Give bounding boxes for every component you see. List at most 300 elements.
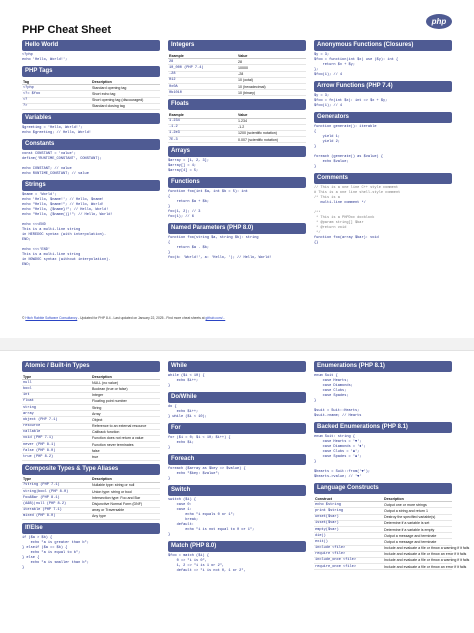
code-line: 0 => "i is 0", (168, 559, 207, 563)
table-cell-value: Destroy the specified variable(s) (383, 514, 452, 520)
table-cell-value: Include and evaluate a file or throw a warning if it fails (384, 558, 470, 563)
section-header: Atomic / Built-in Types (22, 361, 160, 372)
table-cell-key: mixed (PHP 8.0) (22, 513, 91, 519)
code-line: echo <<<END (22, 222, 46, 227)
section-variables (22, 113, 160, 136)
section-backed-enumerations (314, 422, 452, 480)
section-named-parameters (168, 223, 306, 261)
code-block (22, 152, 160, 177)
code-line: break; (168, 518, 199, 522)
column-header: Value (237, 112, 306, 118)
section-header: Generators (314, 112, 452, 123)
table-cell-value: 10 (binary) (237, 90, 306, 96)
code-line: * This is a PHPDoc docblock (314, 216, 375, 220)
section-generators (314, 112, 452, 170)
section-arrays (168, 146, 306, 174)
table-cell-key: ?> (22, 103, 91, 109)
code-block (314, 374, 452, 419)
code-line: in HEREDOC syntax (with interpolation). (22, 232, 107, 237)
author-link[interactable]: Hitch Rabble Software Consultancy (25, 316, 78, 320)
code-line: echo "$key: $value"; (168, 472, 220, 476)
table-cell-key: include <file> (314, 545, 383, 551)
code-line: yield 2; (314, 140, 340, 144)
section-header: Foreach (168, 454, 306, 465)
section-switch (168, 485, 306, 538)
code-line: function foo(array $bar): void (314, 236, 379, 240)
code-line: } (168, 251, 171, 256)
table-cell-key: callable (22, 429, 91, 435)
code-line: echo $value; (314, 160, 349, 164)
table-cell-value: Intersection type: Foo and Bar (91, 495, 160, 501)
section-match (168, 541, 306, 574)
code-line: } (168, 477, 171, 481)
section-comments (314, 173, 452, 246)
code-line: echo "i equals 0 or 1"; (168, 513, 235, 517)
code-line: default: (168, 523, 194, 527)
code-line: } (22, 565, 25, 570)
code-line: yield 1; (314, 135, 340, 139)
section-header: Named Parameters (PHP 8.0) (168, 223, 306, 234)
table-cell-value: Function does not return a value (91, 435, 160, 441)
table-cell-value: 10 (hexadecimal) (237, 83, 306, 89)
table-cell-value: 28 (237, 59, 306, 65)
code-line: /* This is a (314, 196, 340, 200)
table-cell-key: 7E-3 (168, 137, 237, 143)
table-cell-key: die() (314, 533, 383, 539)
code-line: } (314, 165, 317, 169)
page-title: PHP Cheat Sheet (22, 24, 112, 36)
table-cell-key: true (PHP 8.2) (22, 454, 91, 460)
table-cell-value: Determine if a variable is set (383, 520, 452, 526)
column-header: Type (22, 374, 91, 380)
table-cell-key: never (PHP 8.1) (22, 442, 91, 448)
code-line: This is a multi-line string (22, 227, 81, 232)
table-cell-key: null (22, 380, 91, 386)
table-cell-key: ?string (PHP 7.1) (22, 482, 91, 488)
section-header: Integers (168, 40, 306, 51)
code-line: case Spades; (314, 394, 349, 398)
table-cell-value: Disjunctive Normal Form (DNF) (91, 501, 160, 507)
code-line: $foo = function(int $x) use ($y): int { (314, 58, 399, 62)
table-cell-value: NULL (no value) (91, 380, 160, 386)
code-line: echo RUNTIME_CONSTANT; // value (22, 171, 89, 176)
table-cell-value: 1.234 (237, 118, 306, 124)
table-cell-value: -1.2 (237, 124, 306, 130)
section-strings (22, 180, 160, 268)
code-line: { (314, 130, 317, 134)
code-line: echo 'Hello, World!'; (22, 58, 68, 62)
code-line: foreach (generate() as $value) { (314, 155, 384, 159)
section-header: If/Else (22, 523, 160, 534)
section-header: Composite Types & Type Aliases (22, 464, 160, 475)
code-block (168, 159, 306, 174)
section-header: Language Constructs (314, 483, 452, 494)
table-cell-key: void (PHP 7.1) (22, 435, 91, 441)
code-line: */ (314, 231, 321, 235)
column-header: Description (383, 496, 452, 502)
table-cell-key: resource (22, 423, 91, 429)
section-if-else (22, 523, 160, 571)
code-block (22, 53, 160, 63)
code-block (314, 94, 452, 109)
code-line: * @return void (314, 226, 347, 230)
table-cell-key: -1.2 (168, 124, 237, 130)
code-block (168, 236, 306, 261)
code-line: echo "Hello, {$name}!"; // Hello, World! (22, 207, 109, 212)
section-enumerations (314, 361, 452, 419)
section-header: Comments (314, 173, 452, 184)
table-cell-key: 012 (168, 77, 237, 83)
section-while (168, 361, 306, 389)
code-line: echo "Hello, $name!"; // Hello, World! (22, 202, 104, 207)
table-cell-key: require <file> (314, 551, 383, 557)
code-line: } (314, 145, 317, 149)
table-cell-value: Nullable type: string or null (91, 482, 160, 488)
code-line: const CONSTANT = 'value'; (22, 151, 76, 156)
table-cell-value: Reference to an external resource (91, 423, 160, 429)
table-cell-key: print $string (314, 508, 383, 514)
code-line: echo "Hello, {$name()}!"; // Hello, World! (22, 212, 113, 217)
table-cell-value: array or Traversable (91, 507, 160, 513)
section-header: Enumerations (PHP 8.1) (314, 361, 452, 372)
code-line: $foo = match ($i) { (168, 554, 209, 558)
code-line: {} (314, 241, 319, 245)
section-header: For (168, 423, 306, 434)
page-gap (0, 338, 474, 350)
code-block (168, 467, 306, 482)
code-line: foreach ($array as $key => $value) { (168, 467, 246, 471)
code-block (314, 125, 452, 170)
code-line: echo $i; (168, 441, 194, 445)
table-cell-value: String (91, 404, 160, 410)
code-line: $y = 3; (314, 53, 330, 57)
section-arrow-functions (314, 81, 452, 109)
code-line: $name = 'World'; (22, 192, 57, 197)
section-hello-world (22, 40, 160, 63)
table-cell-value: Short opening tag (discouraged) (91, 97, 160, 103)
code-line: } (314, 460, 317, 464)
table-cell-key: Foo&Bar (PHP 8.1) (22, 495, 91, 501)
column-header: Description (91, 374, 160, 380)
column-header: Tag (22, 79, 91, 85)
floats-table (168, 112, 306, 143)
code-line: echo "a is greater than b"; (22, 540, 89, 545)
table-row (22, 103, 160, 109)
table-cell-key: unset($var) (314, 514, 383, 520)
table-cell-key: 1.234 (168, 118, 237, 124)
code-line: case Diamonds; (314, 384, 353, 388)
section-integers (168, 40, 306, 96)
code-block (22, 536, 160, 571)
code-line: echo $greeting; // Hello, World! (22, 130, 92, 135)
table-cell-value: 0.007 (scientific notation) (237, 137, 306, 143)
code-line: { (168, 195, 171, 200)
table-cell-value: Include and evaluate a file or throw a warning if it fails (384, 546, 470, 551)
table-cell-key: isset($var) (314, 520, 383, 526)
column-3 (314, 40, 452, 249)
code-line: echo CONSTANT; // value (22, 166, 72, 171)
code-block (168, 374, 306, 389)
code-line: } (168, 446, 171, 450)
code-line: { (168, 241, 171, 246)
table-cell-value: Array (91, 411, 160, 417)
language-constructs-table (314, 496, 470, 570)
section-constants (22, 139, 160, 177)
table-cell-key: iterable (PHP 7.1) (22, 507, 91, 513)
table-cell-key: empty($var) (314, 526, 383, 532)
table-cell-value: false (91, 448, 160, 454)
section-header: Variables (22, 113, 160, 124)
column-header: Example (168, 112, 237, 118)
code-line: $hearts = Suit::from('♥'); (314, 470, 371, 474)
table-cell-key: <?php (22, 85, 91, 91)
code-line: do { (168, 405, 177, 409)
table-cell-value: Output one or more strings (383, 502, 452, 508)
code-line: function foo(string $a, string $b): string (168, 236, 259, 241)
code-line: case Clubs = '♣'; (314, 450, 360, 454)
code-block (168, 498, 306, 538)
section-language-constructs (314, 483, 470, 570)
table-cell-key: array (22, 411, 91, 417)
section-header: Do/While (168, 392, 306, 403)
table-cell-key: exit() (314, 539, 383, 545)
code-line: $foo(1); // 4 (314, 104, 343, 108)
section-header: Anonymous Functions (Closures) (314, 40, 452, 51)
code-line: END; (22, 262, 31, 267)
code-block (168, 436, 306, 451)
table-cell-key: bool (22, 386, 91, 392)
column-2 (168, 40, 306, 264)
table-cell-value: Determine if a variable is empty (383, 526, 452, 532)
code-line: define('RUNTIME_CONSTANT', CONSTANT); (22, 156, 102, 161)
code-line: // This is a one line C++ style comment (314, 186, 399, 190)
code-line: /** (314, 211, 321, 215)
column-header: Value (237, 53, 306, 59)
table-cell-value: 1200 (scientific notation) (237, 130, 306, 136)
code-line: } (314, 399, 317, 403)
column-3 (314, 361, 470, 573)
code-line: } elseif ($a == $b) { (22, 545, 68, 550)
table-cell-key: require_once <file> (314, 564, 383, 570)
column-header: Example (168, 53, 237, 59)
table-cell-value: Output a string and return 1 (383, 508, 452, 514)
table-cell-key: -28 (168, 71, 237, 77)
table-cell-value: Output a message and terminate (383, 533, 452, 539)
table-cell-value: Any type (91, 513, 160, 519)
code-line: echo $i++; (168, 410, 199, 414)
code-line: return $a + $b; (168, 200, 209, 205)
code-block (314, 53, 452, 78)
code-block (168, 554, 306, 574)
section-do-while (168, 392, 306, 420)
code-line: switch ($i) { (168, 498, 197, 502)
section-header: Hello World (22, 40, 160, 51)
composite-types-table (22, 477, 160, 520)
table-cell-value: Object (91, 417, 160, 423)
table-cell-value: Callback function (91, 429, 160, 435)
column-header: Type (22, 477, 91, 483)
code-line: $hearts->value; // '♥' (314, 475, 362, 479)
code-line: in NOWDOC syntax (without interpolation). (22, 257, 111, 262)
table-cell-value: -28 (237, 71, 306, 77)
table-cell-value: Function never terminates (91, 442, 160, 448)
code-line: function foo(int $a, int $b = 5): int (168, 190, 248, 195)
code-line: if ($a > $b) { (22, 535, 53, 540)
section-header: Floats (168, 99, 306, 110)
code-line: return $x + $y; (314, 63, 355, 67)
php-logo: php (426, 14, 452, 29)
table-cell-key: 28 (168, 59, 237, 65)
table-cell-key: <? (22, 97, 91, 103)
code-block (168, 190, 306, 220)
code-line: echo 'Hello, $name!'; // Hello, $name! (22, 197, 104, 202)
code-line: enum Suit { (314, 374, 338, 378)
code-line: 1, 2 => "i is 1 or 2", (168, 564, 225, 568)
code-line: echo <<<'END' (22, 247, 51, 252)
code-line: while ($i < 10) { (168, 374, 205, 378)
code-line: echo "a is equal to b"; (22, 550, 81, 555)
atomic-types-table (22, 374, 160, 461)
code-line: foo(1); // 6 (168, 215, 194, 220)
table-cell-key: echo $string (314, 502, 383, 508)
code-line: $array[] = 4; (168, 164, 197, 169)
table-cell-key: object (PHP 7.1) (22, 417, 91, 423)
table-cell-key: include_once <file> (314, 557, 383, 563)
table-row (314, 564, 452, 570)
table-cell-key: false (PHP 8.0) (22, 448, 91, 454)
section-header: Functions (168, 177, 306, 188)
table-cell-key: int (22, 392, 91, 398)
table-cell-value: Standard closing tag (91, 103, 160, 109)
table-cell-key: (A&B)|null (PHP 8.2) (22, 501, 91, 507)
column-1 (22, 40, 160, 271)
table-cell-key: 10_000 (PHP 7.4) (168, 65, 237, 71)
table-cell-value: 10000 (237, 65, 306, 71)
table-row (168, 90, 306, 96)
code-line: } else { (22, 555, 40, 560)
table-cell-key: 0b1010 (168, 90, 237, 96)
section-php-tags (22, 66, 160, 110)
code-line: } while ($i < 10); (168, 415, 207, 419)
table-row (22, 454, 160, 460)
code-block (22, 126, 160, 136)
section-header: Arrow Functions (PHP 7.4) (314, 81, 452, 92)
code-line: foo(b: 'World!', a: 'Hello, '); // Hello, World! (168, 256, 272, 261)
table-cell-key: 1.2e3 (168, 130, 237, 136)
integers-table (168, 53, 306, 96)
table-cell-key: string (22, 404, 91, 410)
table-cell-value: Include and evaluate a file or throw an error if it fails (384, 552, 467, 557)
section-header: Strings (22, 180, 160, 191)
code-line: } (168, 205, 171, 210)
section-header: Match (PHP 8.0) (168, 541, 306, 552)
code-block (314, 435, 452, 480)
code-line: }; (314, 68, 319, 72)
table-cell-value: Standard opening tag (91, 85, 160, 91)
code-line: } (168, 384, 171, 388)
code-line: case 1: (168, 508, 192, 512)
code-line: return $a . $b; (168, 246, 209, 251)
column-2 (168, 361, 306, 577)
column-header: Description (91, 477, 160, 483)
section-header: Constants (22, 139, 160, 150)
section-functions (168, 177, 306, 220)
cheat-sheet-page-2 (0, 350, 474, 633)
code-line: echo "i is not equal to 0 or 1"; (168, 528, 255, 532)
code-block (22, 193, 160, 268)
column-1 (22, 361, 160, 574)
code-line: $y = 3; (314, 94, 330, 98)
table-cell-key: float (22, 398, 91, 404)
table-cell-value: Short echo tag (91, 91, 160, 97)
code-block (314, 186, 452, 246)
code-line: $suit = Suit::Hearts; (314, 409, 360, 413)
code-line: case Diamonds = '♦'; (314, 445, 366, 449)
code-line: $foo(1); // 4 (314, 73, 343, 77)
section-foreach (168, 454, 306, 482)
code-line: case Hearts; (314, 379, 349, 383)
section-composite-types (22, 464, 160, 520)
code-line: $suit->name; // Hearts (314, 414, 362, 418)
section-header: Arrays (168, 146, 306, 157)
section-floats (168, 99, 306, 143)
code-line: case Clubs; (314, 389, 347, 393)
code-line: echo $i++; (168, 379, 199, 383)
section-header: Switch (168, 485, 306, 496)
code-line: # This is a one line shell-style comment (314, 191, 401, 195)
table-cell-value: Include and evaluate a file or throw an error if it fails (384, 564, 467, 569)
table-row (22, 513, 160, 519)
code-line: } (168, 533, 171, 537)
code-line: * @param string[] $bar (314, 221, 364, 225)
table-cell-value: Floating point number (91, 398, 160, 404)
footer-prefix: © (22, 316, 26, 320)
column-header: Construct (314, 496, 383, 502)
code-line: echo "a is smaller than b"; (22, 560, 89, 565)
section-anonymous-functions (314, 40, 452, 78)
code-line: END; (22, 237, 31, 242)
footer (22, 316, 225, 320)
code-line: foo(1, 2); // 3 (168, 210, 201, 215)
code-line: case Hearts = '♥'; (314, 440, 362, 444)
code-line: default => "i is not 0, 1 or 2", (168, 569, 246, 573)
table-cell-value: 10 (octal) (237, 77, 306, 83)
table-cell-value: Integer (91, 392, 160, 398)
cheat-sheets-link[interactable]: github.com/... (205, 316, 226, 320)
code-line: enum Suit: string { (314, 435, 355, 439)
section-header: While (168, 361, 306, 372)
code-line: <?php (22, 53, 33, 57)
section-header: Backed Enumerations (PHP 8.1) (314, 422, 452, 433)
table-cell-key: 0x0A (168, 83, 237, 89)
code-line: $foo = fn(int $x): int => $x + $y; (314, 99, 388, 103)
code-line: multi-line comment */ (314, 201, 366, 205)
table-row (168, 137, 306, 143)
footer-text: - Updated for PHP 8.4 - Last updated on January 22, 2025 - Find more cheat sheets at (77, 316, 206, 320)
code-line: $array[4] = 5; (168, 169, 199, 174)
table-cell-value: Boolean (true or false) (91, 386, 160, 392)
tags-table (22, 79, 160, 110)
section-header: PHP Tags (22, 66, 160, 77)
table-cell-key: <?= $foo (22, 91, 91, 97)
code-line: $greeting = 'Hello, World!'; (22, 125, 83, 130)
table-cell-value: true (91, 454, 160, 460)
table-cell-key: string|bool (PHP 8.0) (22, 489, 91, 495)
code-line: $array = [1, 2, 3]; (168, 159, 209, 164)
code-line: This is a multi-line string (22, 252, 81, 257)
code-line: case 0: (168, 503, 192, 507)
code-line: function generate(): iterable (314, 125, 377, 129)
